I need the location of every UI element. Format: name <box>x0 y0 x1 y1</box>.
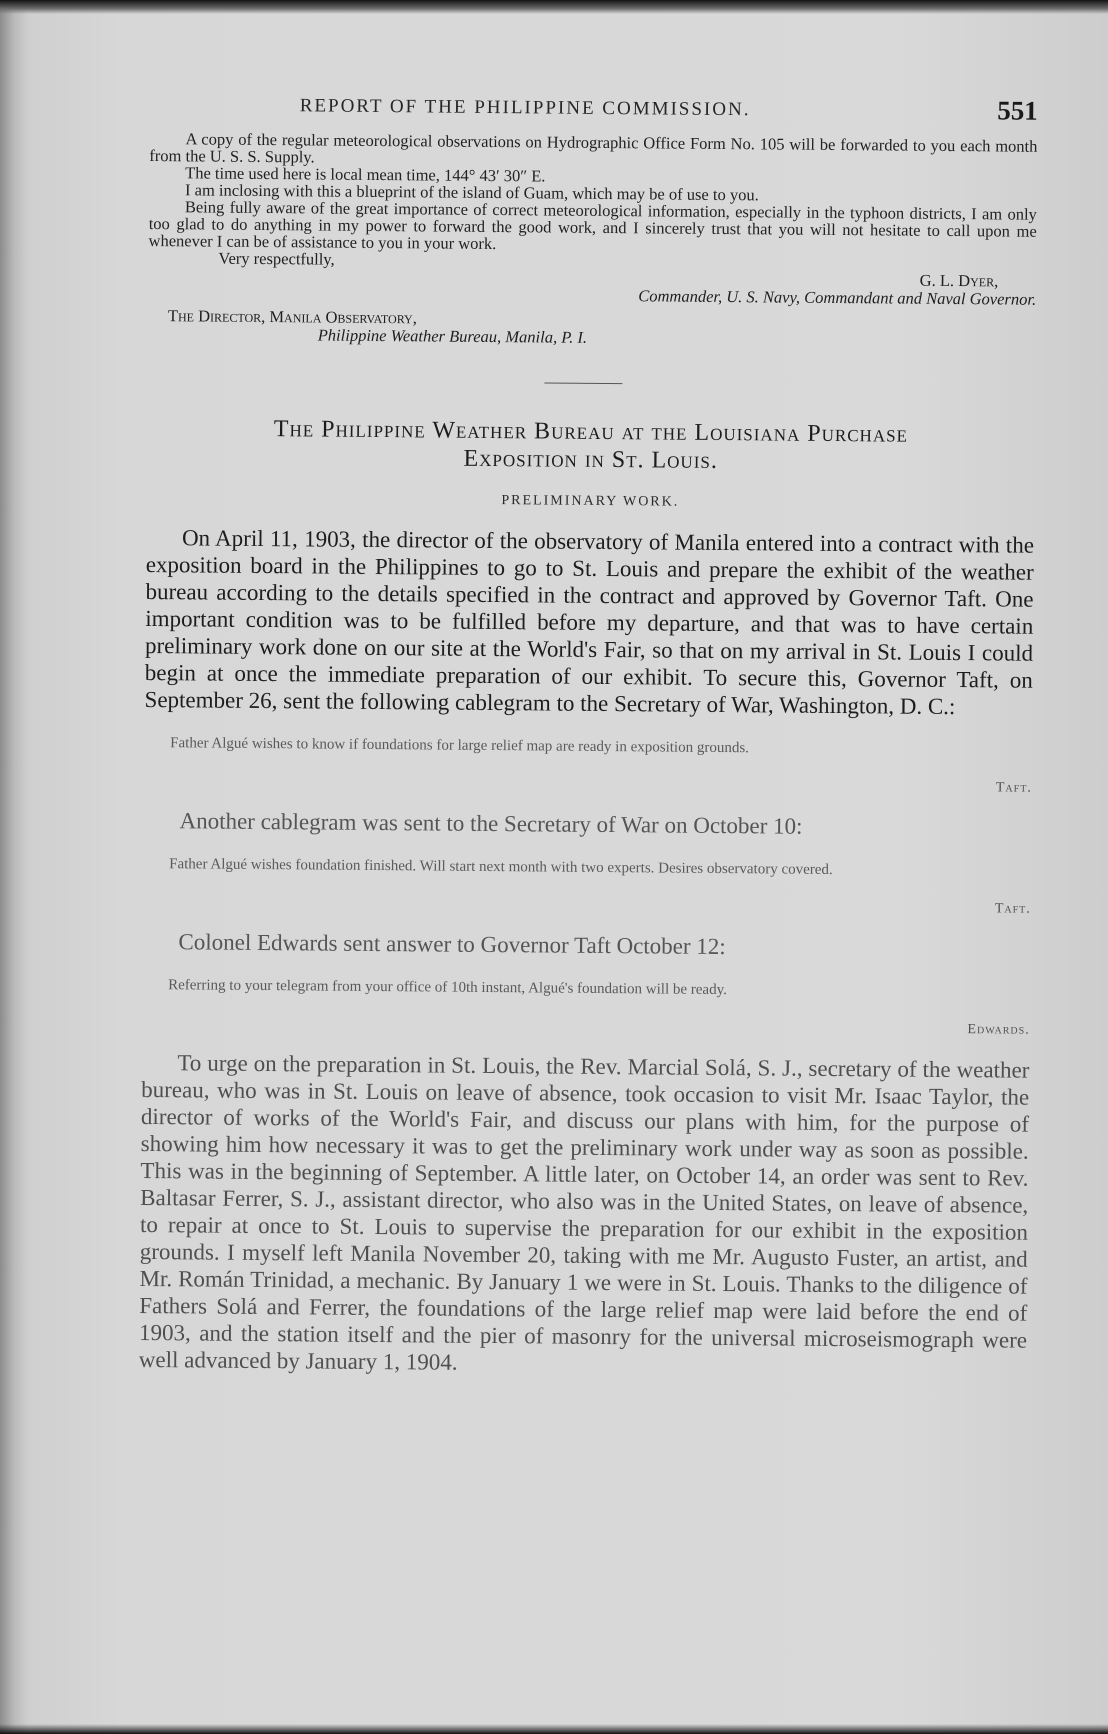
cablegram-1: Father Algué wishes to know if foundations for large relief map are ready in exposition grounds. <box>170 735 750 757</box>
section-title-line-2: Exposition in St. Louis. <box>463 445 718 474</box>
addressee-line-2: Philippine Weather Bureau, Manila, P. I. <box>317 325 588 347</box>
page-number: 551 <box>997 95 1038 126</box>
letter-paragraph-3: I am inclosing with this a blueprint of the island of Guam, which may be of use to you. <box>184 180 759 205</box>
addressee-line-1: The Director, Manila Observatory, <box>167 306 417 328</box>
cablegram-2-intro: Another cablegram was sent to the Secretary of War on October 10: <box>179 808 803 839</box>
letter-paragraph-4: Being fully aware of the great importance of correct meteorological information, especially in the typhoon districts, I am only too glad to do anything in my power to forward the good work, and I sincerely trust that you will not hesitate to call upon me whenever I can be of assistance to you in your work. <box>148 197 1037 254</box>
section-subtitle: PRELIMINARY WORK. <box>501 493 680 510</box>
body-paragraph-1: On April 11, 1903, the director of the observatory of Manila entered into a contract with the exposition board in the Philippines to go to St. Louis and prepare the exhibit of the weather bureau according to the details specified in the contract and approved by Governor Taft. One important condition was to be fulfilled before my departure, and that was to have certain preliminary work done on our site at the World's Fair, so that on my arrival in St. Louis I could begin at once the immediate preparation of our exhibit. To secure this, Governor Taft, on September 26, sent the following cablegram to the Secretary of War, Washington, D. C.: <box>144 525 1035 720</box>
cablegram-3-signature: Edwards. <box>967 1022 1030 1038</box>
closing-salutation: Very respectfully, <box>218 248 335 269</box>
page-content <box>139 80 1038 1381</box>
body-paragraph-2: To urge on the preparation in St. Louis, the Rev. Marcial Solá, S. J., secretary of the weather bureau, who was in St. Louis on leave of absence, took occasion to visit Mr. Isaac Taylor, the director of works of the World's Fair, and discuss our plans with him, for the purpose of showing him how necessary it was to get the preliminary work under way as soon as possible. This was in the beginning of September. A little later, on October 14, an order was sent to Rev. Baltasar Ferrer, S. J., assistant director, who also was in the United States, on leave of absence, to repair at once to St. Louis to supervise the preparation for our exhibit in the exposition grounds. I myself left Manila November 20, taking with me Mr. Augusto Fuster, an artist, and Mr. Román Trinidad, a mechanic. By January 1 we were in St. Louis. Thanks to the diligence of Fathers Solá and Ferrer, the foundations of the large relief map were laid before the end of 1903, and the station itself and the pier of masonry for the universal microseismograph were well advanced by January 1, 1904. <box>138 1050 1030 1375</box>
signature-name: G. L. Dyer, <box>919 270 999 291</box>
letter-excerpt <box>149 130 1038 257</box>
cablegram-3: Referring to your telegram from your office of 10th instant, Algué's foundation will be ready. <box>168 977 727 999</box>
running-title: REPORT OF THE PHILIPPINE COMMISSION. <box>299 95 751 121</box>
letter-closing <box>148 249 1037 351</box>
letter-paragraph-2: The time used here is local mean time, 144° 43′ 30″ E. <box>185 163 546 186</box>
section-title-line-1: The Philippine Weather Bureau at the Louisiana Purchase <box>273 416 909 448</box>
cablegram-2: Father Algué wishes foundation finished. Will start next month with two experts. Desires observatory covered. <box>169 856 833 878</box>
section-divider <box>544 382 622 384</box>
running-head <box>150 80 1038 138</box>
cablegram-2-signature: Taft. <box>994 901 1031 917</box>
letter-paragraph-1: A copy of the regular meteorological observations on Hydrographic Office Form No. 105 will be forwarded to you each month from the U. S. S. Supply. <box>149 129 1038 167</box>
cablegram-1-signature: Taft. <box>995 780 1032 796</box>
cablegram-3-intro: Colonel Edwards sent answer to Governor Taft October 12: <box>178 929 726 960</box>
signature-title: Commander, U. S. Navy, Commandant and Naval Governor. <box>638 286 1037 309</box>
